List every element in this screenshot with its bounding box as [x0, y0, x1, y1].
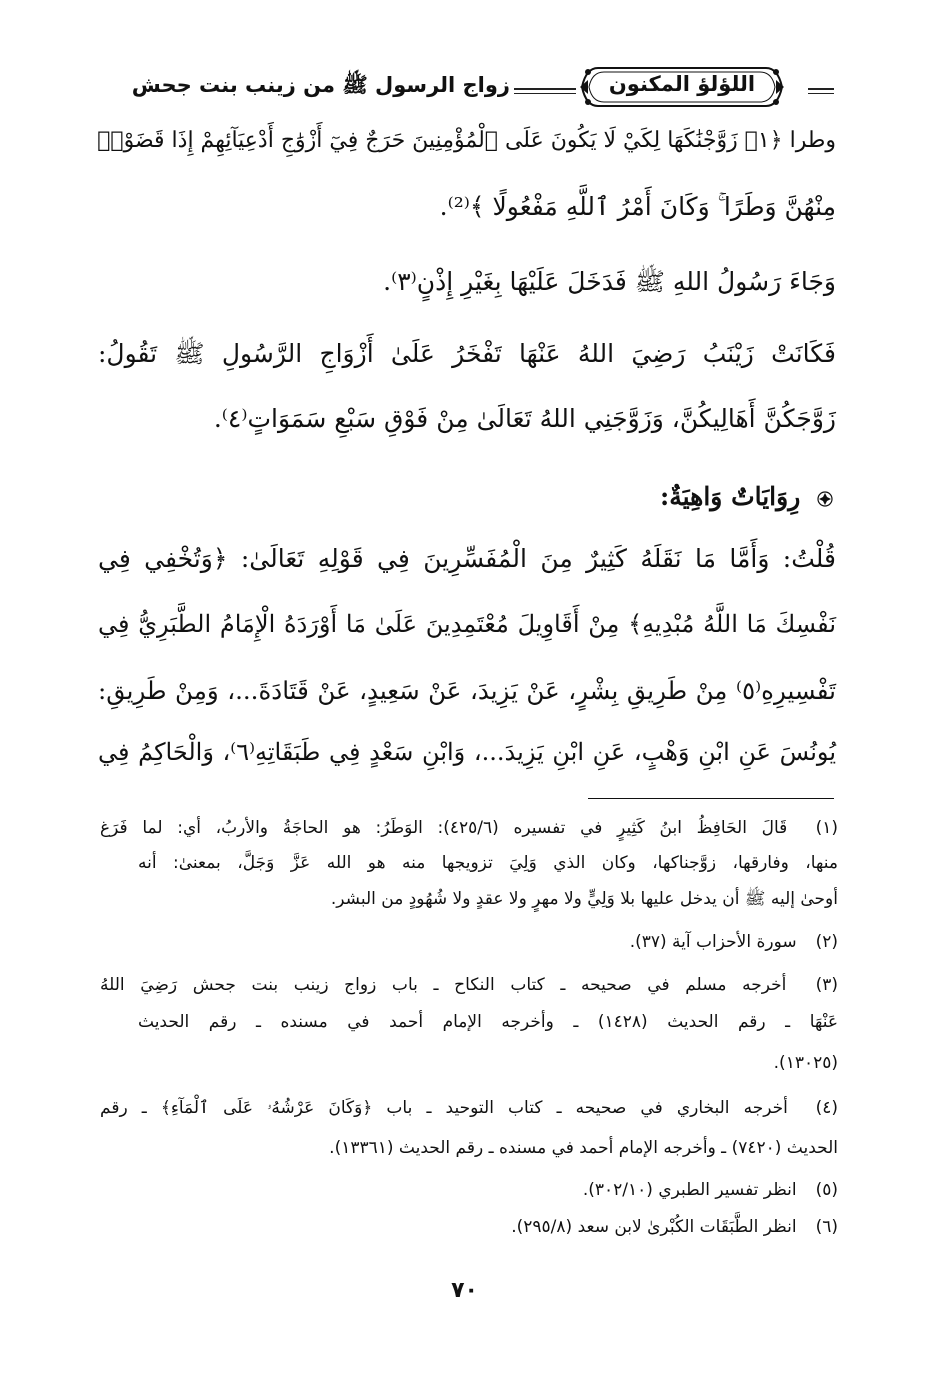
page-number: ٧٠ [451, 1278, 478, 1303]
body-line: فَكَانَتْ زَيْنَبُ رَضِيَ اللهُ عَنْهَا تَفْخَرُ عَلَىٰ أَزْوَاجِ الرَّسُولِ ﷺ تَقُولُ: [98, 339, 836, 368]
body-line: قُلْتُ: وَأَمَّا مَا نَقَلَهُ كَثِيرٌ مِنَ الْمُفَسِّرِينَ فِي قَوْلِهِ تَعَالَىٰ: ﴿وَتُخْفِي فِي [98, 544, 836, 573]
running-header [96, 60, 834, 120]
header-rule-right [808, 88, 834, 94]
footnote-line [100, 1180, 838, 1200]
body-line: يُونُسَ عَنِ ابْنِ وَهْبٍ، عَنِ ابْنِ يَزِيدَ...، وَابْنِ سَعْدٍ فِي طَبَقَاتِهِ⁽٦⁾، وَالْحَاكِمُ فِي [98, 738, 836, 766]
footnote-line [100, 932, 838, 952]
body-line: تَفْسِيرِهِ⁽٥⁾ مِنْ طَرِيقِ بِشْرٍ، عَنْ يَزِيدَ، عَنْ سَعِيدٍ، عَنْ قَتَادَةَ...، وَمِنْ طَرِيقِ: [98, 676, 836, 705]
book-title: اللؤلؤ المكنون [608, 72, 756, 96]
body-line: وَجَاءَ رَسُولُ اللهِ ﷺ فَدَخَلَ عَلَيْهَا بِغَيْرِ إِذْنٍ⁽٣⁾. [383, 267, 836, 296]
footnote-line [100, 1217, 838, 1237]
footnote-line [100, 975, 838, 995]
footnote-text: سورة الأحزاب آية (٣٧). [629, 932, 797, 952]
footnote-number: (٤) [815, 1098, 839, 1118]
body-line: زَوَّجَكُنَّ أَهَالِيكُنَّ، وَزَوَّجَنِي اللهُ تَعَالَىٰ مِنْ فَوْقِ سَبْعِ سَمَوَاتٍ⁽٤⁾. [213, 404, 836, 433]
footnote-divider [588, 798, 834, 799]
footnote-text: أخرجه مسلم في صحيحه ـ كتاب النكاح ـ باب زواج زينب بنت جحش رَضِيَ اللهُ [100, 975, 787, 995]
footnote-line: الحديث (٧٤٢٠) ـ وأخرجه الإمام أحمد في مسنده ـ رقم الحديث (١٣٣٦١). [329, 1138, 838, 1158]
footnote-text: انظر تفسير الطبري (٣٠٢/١٠). [582, 1180, 797, 1200]
flower-bullet-icon [817, 491, 833, 507]
footnote-text: أخرجه البخاري في صحيحه ـ كتاب التوحيد ـ باب ﴿وَكَانَ عَرْشُهُۥ عَلَى ٱلْمَآءِ﴾ ـ رقم [100, 1098, 788, 1118]
section-heading [660, 482, 833, 511]
body-line: نَفْسِكَ مَا اللَّهُ مُبْدِيهِ﴾ مِنْ أَقَاوِيلَ مُعْتَمِدِينَ عَلَىٰ مَا أَوْرَدَهُ الْإِمَامُ الطَّبَرِيُّ فِي [98, 610, 836, 638]
footnote-line [100, 818, 838, 838]
header-rule-middle [514, 88, 576, 94]
footnote-line: (١٣٠٢٥). [773, 1053, 838, 1073]
footnote-number: (٢) [815, 932, 838, 952]
body-line: وطرا ﴿١﴾ زَوَّجْنَٰكَهَا لِكَيْ لَا يَكُونَ عَلَى ٱلْمُؤْمِنِينَ حَرَجٌ فِيٓ أَزْوَٰجِ أَدْعِيَآئِهِمْ إِذَا قَضَوْا۟ [97, 128, 836, 153]
footnote-number: (٥) [815, 1180, 838, 1200]
footnote-line [100, 1097, 838, 1118]
footnote-line: عَنْهَا ـ رقم الحديث (١٤٢٨) ـ وأخرجه الإمام أحمد في مسنده ـ رقم الحديث [138, 1012, 838, 1032]
footnote-line: أوحىٰ إليه ﷺ أن يدخل عليها بلا وَلِيٍّ ولا مهرٍ ولا عقدٍ ولا شُهُودٍ من البشر. [330, 889, 838, 909]
footnote-number: (١) [815, 818, 838, 838]
book-title-ornament [578, 62, 786, 112]
section-heading-text: رِوَايَاتٌ وَاهِيَةٌ: [659, 482, 801, 511]
footnote-number: (٣) [815, 975, 838, 995]
footnote-line: منها، وفارقها، زوَّجناكها، وكان الذي وَلِيَ تزويجها منه هو الله عَزَّ وَجَلَّ، بمعنىٰ: أنه [138, 853, 838, 873]
body-line: مِنْهُنَّ وَطَرًا ۚ وَكَانَ أَمْرُ ٱللَّهِ مَفْعُولًا ﴾⁽²⁾. [439, 192, 836, 221]
footnote-text: قَالَ الحَافِظُ ابنُ كَثِيرٍ في تفسيره (٤٢٥/٦): الوَطَرُ: هو الحاجَةُ والأربُ، أي: لما فَرَغ [100, 818, 788, 838]
footnote-number: (٦) [815, 1217, 838, 1237]
footnote-text: انظر الطَّبَقَات الكُبْرىٰ لابن سعد (٢٩٥/٨). [511, 1217, 797, 1237]
chapter-title: زواج الرسول ﷺ من زينب بنت جحش [96, 72, 514, 103]
